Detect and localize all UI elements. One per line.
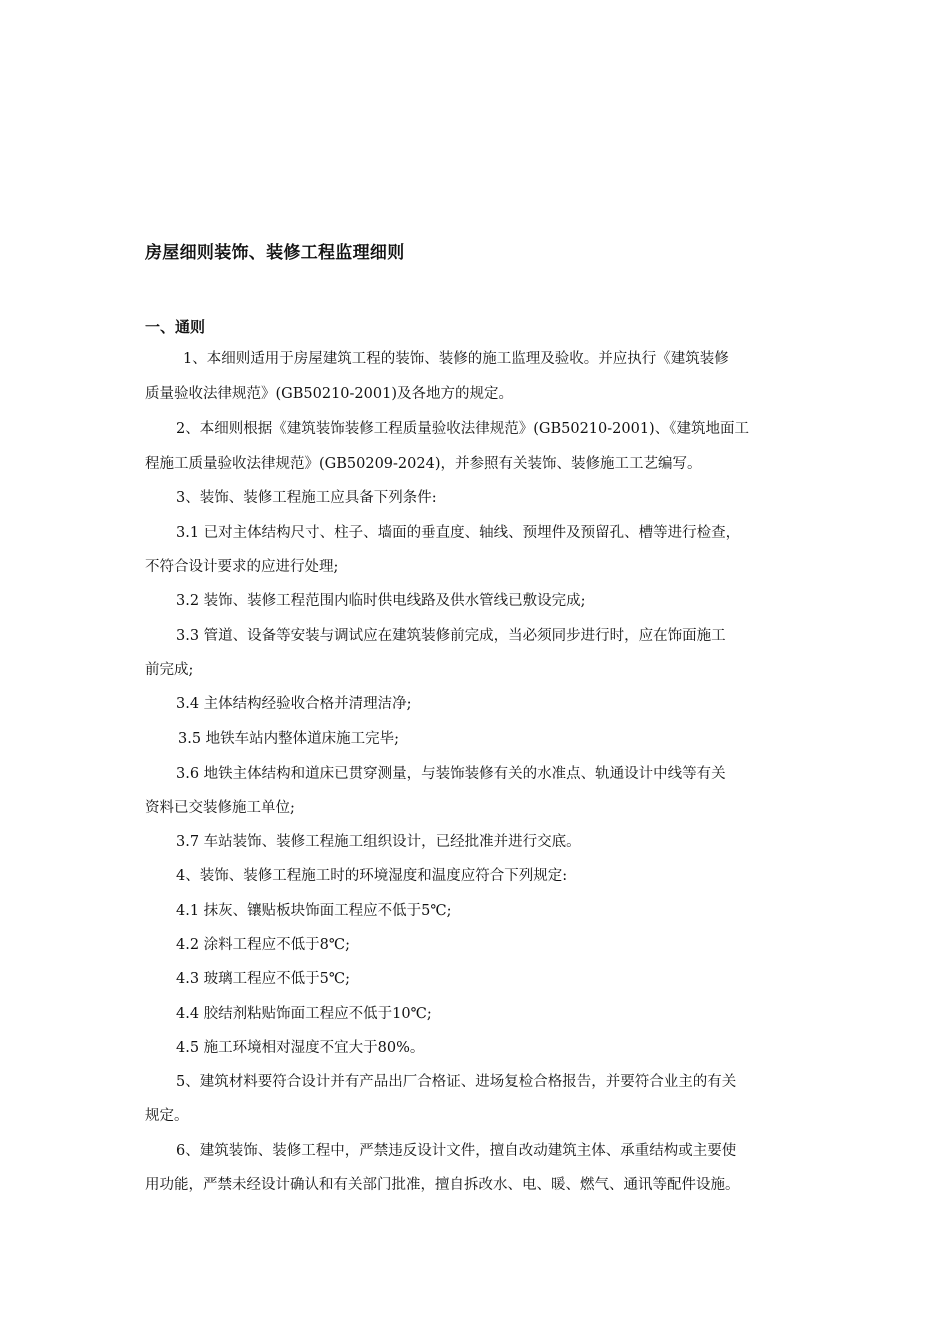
paragraph-line: 4.5 施工环境相对湿度不宜大于80%。 (176, 1040, 425, 1056)
paragraph-line: 3.5 地铁车站内整体道床施工完毕; (178, 731, 400, 747)
paragraph-line: 6、建筑装饰、装修工程中，严禁违反设计文件，擅自改动建筑主体、承重结构或主要使 (176, 1143, 737, 1159)
paragraph-line: 1、本细则适用于房屋建筑工程的装饰、装修的施工监理及验收。并应执行《建筑装修 (183, 351, 729, 367)
paragraph-line: 4.2 涂料工程应不低于8℃; (176, 937, 350, 953)
paragraph-line: 3.2 装饰、装修工程范围内临时供电线路及供水管线已敷设完成; (176, 593, 586, 609)
paragraph-line: 3、装饰、装修工程施工应具备下列条件: (176, 490, 437, 506)
paragraph-line: 规定。 (145, 1108, 189, 1124)
paragraph-line: 4.4 胶结剂粘贴饰面工程应不低于10℃; (176, 1006, 432, 1022)
paragraph-line: 质量验收法律规范》(GB50210-2001)及各地方的规定。 (145, 386, 513, 402)
paragraph-line: 5、建筑材料要符合设计并有产品出厂合格证、进场复检合格报告，并要符合业主的有关 (176, 1074, 737, 1090)
paragraph-line: 前完成; (145, 662, 194, 678)
paragraph-line: 4.1 抹灰、镶贴板块饰面工程应不低于5℃; (176, 903, 452, 919)
paragraph-line: 不符合设计要求的应进行处理; (145, 559, 339, 575)
paragraph-line: 程施工质量验收法律规范》(GB50209-2024)，并参照有关装饰、装修施工工艺编写。 (145, 456, 702, 472)
paragraph-line: 4、装饰、装修工程施工时的环境湿度和温度应符合下列规定: (176, 868, 568, 884)
paragraph-line: 3.1 已对主体结构尺寸、柱子、墙面的垂直度、轴线、预埋件及预留孔、槽等进行检查， (176, 525, 741, 541)
document-title: 房屋细则装饰、装修工程监理细则 (145, 243, 405, 263)
paragraph-line: 3.6 地铁主体结构和道床已贯穿测量，与装饰装修有关的水准点、轨通设计中线等有关 (176, 766, 726, 782)
paragraph-line: 2、本细则根据《建筑装饰装修工程质量验收法律规范》(GB50210-2001)、《建筑地面工 (176, 421, 749, 437)
paragraph-line: 3.4 主体结构经验收合格并清理洁净; (176, 696, 412, 712)
paragraph-line: 3.3 管道、设备等安装与调试应在建筑装修前完成，当必须同步进行时，应在饰面施工 (176, 628, 726, 644)
paragraph-line: 3.7 车站装饰、装修工程施工组织设计，已经批准并进行交底。 (176, 834, 581, 850)
section-heading: 一、通则 (145, 318, 206, 336)
paragraph-line: 4.3 玻璃工程应不低于5℃; (176, 971, 350, 987)
paragraph-line: 用功能，严禁未经设计确认和有关部门批准，擅自拆改水、电、暖、燃气、通讯等配件设施。 (145, 1177, 740, 1193)
paragraph-line: 资料已交装修施工单位; (145, 800, 295, 816)
